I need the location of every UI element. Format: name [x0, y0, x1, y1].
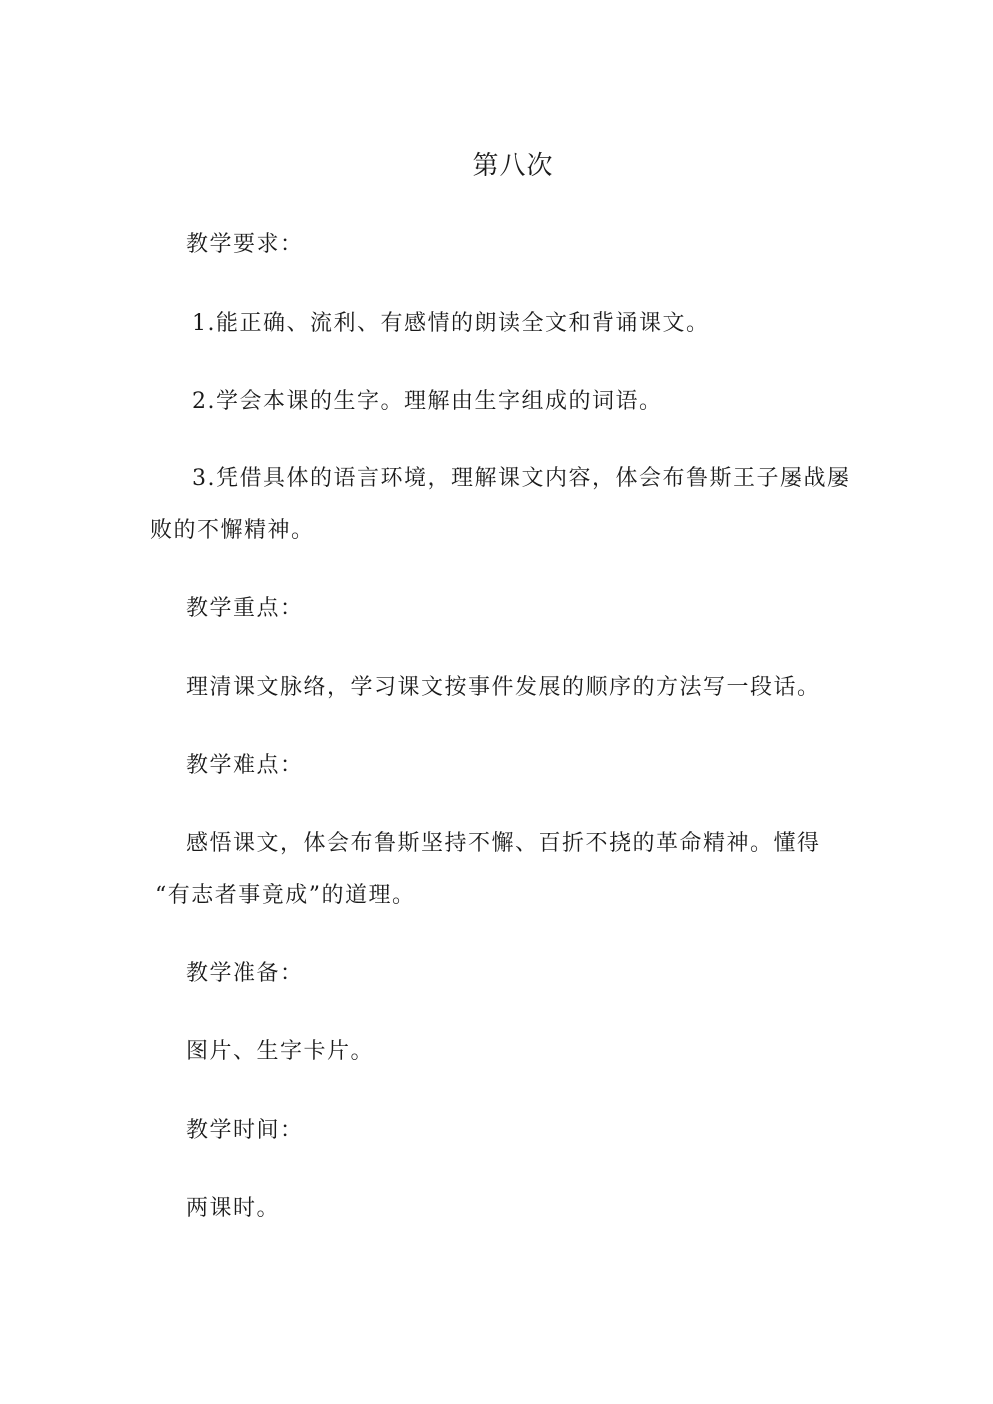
teaching-focus-text: 理清课文脉络，学习课文按事件发展的顺序的方法写一段话。 — [186, 675, 821, 700]
teaching-difficulty-line-1: 感悟课文，体会布鲁斯坚持不懈、百折不挠的革命精神。懂得 — [186, 831, 821, 856]
requirement-item-3-line-1: 3.凭借具体的语言环境，理解课文内容，体会布鲁斯王子屡战屡 — [192, 466, 851, 491]
teaching-difficulty-line-2: “有志者事竟成”的道理。 — [155, 883, 416, 908]
heading-teaching-time: 教学时间： — [186, 1118, 304, 1143]
teaching-time-text: 两课时。 — [186, 1196, 281, 1221]
heading-teaching-preparation: 教学准备： — [186, 961, 304, 986]
heading-teaching-requirements: 教学要求： — [186, 232, 304, 257]
heading-teaching-focus: 教学重点： — [186, 596, 304, 621]
requirement-item-3-line-2: 败的不懈精神。 — [150, 518, 315, 543]
heading-teaching-difficulty: 教学难点： — [186, 753, 304, 778]
document-title: 第八次 — [472, 151, 554, 181]
requirement-item-2: 2.学会本课的生字。理解由生字组成的词语。 — [192, 389, 663, 414]
teaching-preparation-text: 图片、生字卡片。 — [186, 1039, 375, 1064]
requirement-item-1: 1.能正确、流利、有感情的朗读全文和背诵课文。 — [192, 311, 710, 336]
